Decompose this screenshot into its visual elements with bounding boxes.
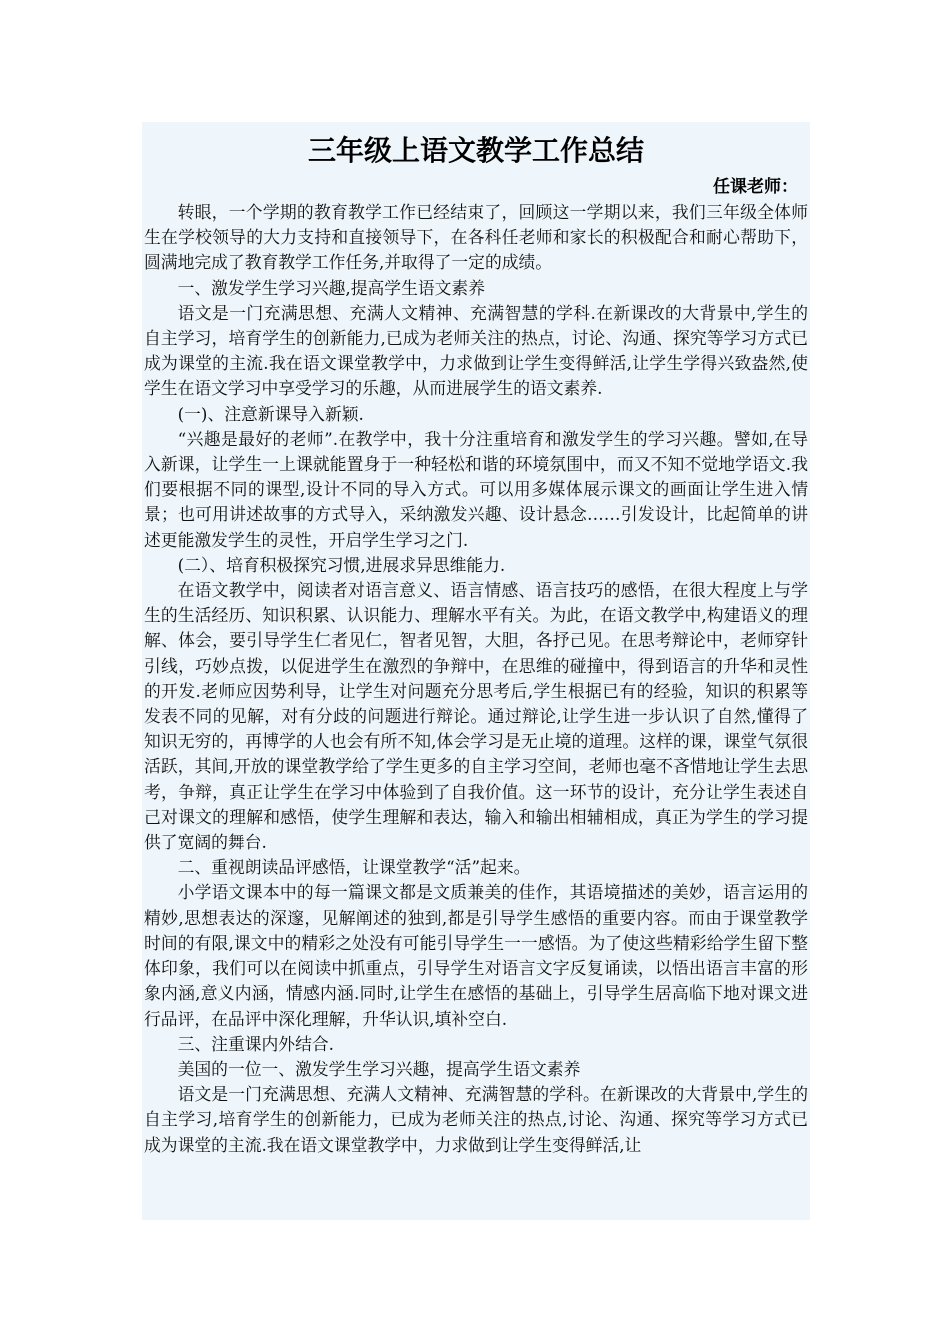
body-paragraph: 语文是一门充满思想、充满人文精神、充满智慧的学科。在新课改的大背景中,学生的自主学习,培育学生的创新能力，已成为老师关注的热点,讨论、沟通、探究等学习方式已成为课堂的主流.我在语文课堂教学中，力求做到让学生变得鲜活,让 <box>144 1084 808 1155</box>
body-paragraph: 小学语文课本中的每一篇课文都是文质兼美的佳作，其语境描述的美妙，语言运用的精妙,思想表达的深邃，见解阐述的独到,都是引导学生感悟的重要内容。而由于课堂教学时间的有限,课文中的精彩之处没有可能引导学生一一感悟。为了使这些精彩给学生留下整体印象，我们可以在阅读中抓重点，引导学生对语言文字反复诵读，以悟出语言丰富的形象内涵,意义内涵，情感内涵.同时,让学生在感悟的基础上，引导学生居高临下地对课文进行品评，在品评中深化理解，升华认识,填补空白. <box>144 882 808 1029</box>
body-paragraph: 语文是一门充满思想、充满人文精神、充满智慧的学科.在新课改的大背景中,学生的自主学习，培育学生的创新能力,已成为老师关注的热点，讨论、沟通、探究等学习方式已成为课堂的主流.我在语文课堂教学中，力求做到让学生变得鲜活,让学生学得兴致盎然,使学生在语文学习中享受学习的乐趣，从而进展学生的语文素养. <box>144 302 808 399</box>
section-heading: 美国的一位一、激发学生学习兴趣，提高学生语文素养 <box>177 1058 581 1079</box>
body-paragraph: 转眼，一个学期的教育教学工作已经结束了，回顾这一学期以来，我们三年级全体师生在学校领导的大力支持和直接领导下，在各科任老师和家长的积极配合和耐心帮助下，圆满地完成了教育教学工作任务,并取得了一定的成绩。 <box>144 202 808 273</box>
section-heading: 二、重视朗读品评感悟，让课堂教学“活”起来。 <box>177 857 531 878</box>
section-heading: (二）、培育积极探究习惯,进展求异思维能力. <box>177 554 506 575</box>
body-paragraph: 在语文教学中，阅读者对语言意义、语言情感、语言技巧的感悟，在很大程度上与学生的生活经历、知识积累、认识能力、理解水平有关。为此，在语文教学中,构建语义的理解、体会，要引导学生仁者见仁，智者见智，大胆，各抒己见。在思考辩论中，老师穿针引线，巧妙点拨，以促进学生在激烈的争辩中，在思维的碰撞中，得到语言的升华和灵性的开发.老师应因势利导，让学生对问题充分思考后,学生根据已有的经验，知识的积累等发表不同的见解，对有分歧的问题进行辩论。通过辩论,让学生进一步认识了自然,懂得了知识无穷的，再博学的人也会有所不知,体会学习是无止境的道理。这样的课，课堂气氛很活跃，其间,开放的课堂教学给了学生更多的自主学习空间，老师也毫不吝惜地让学生去思考，争辩，真正让学生在学习中体验到了自我价值。这一环节的设计，充分让学生表述自己对课文的理解和感悟，使学生理解和表达，输入和输出相辅相成，真正为学生的学习提供了宽阔的舞台. <box>144 580 808 853</box>
document-title: 三年级上语文教学工作总结 <box>307 134 644 167</box>
section-heading: 一、激发学生学习兴趣,提高学生语文素养 <box>177 277 485 298</box>
body-paragraph: “兴趣是最好的老师”.在教学中，我十分注重培育和激发学生的学习兴趣。譬如,在导入新课，让学生一上课就能置身于一种轻松和谐的环境氛围中，而又不知不觉地学语文.我们要根据不同的课型,设计不同的导入方式。可以用多媒体展示课文的画面让学生进入情景；也可用讲述故事的方式导入，采纳激发兴趣、设计悬念……引发设计，比起简单的讲述更能激发学生的灵性，开启学生学习之门. <box>144 428 808 550</box>
section-heading: 三、注重课内外结合. <box>177 1033 334 1054</box>
document-body <box>142 200 810 1158</box>
document-page <box>142 122 810 1220</box>
teacher-label: 任课老师： <box>713 177 798 197</box>
section-heading: (一)、注意新课导入新颖. <box>177 403 364 424</box>
